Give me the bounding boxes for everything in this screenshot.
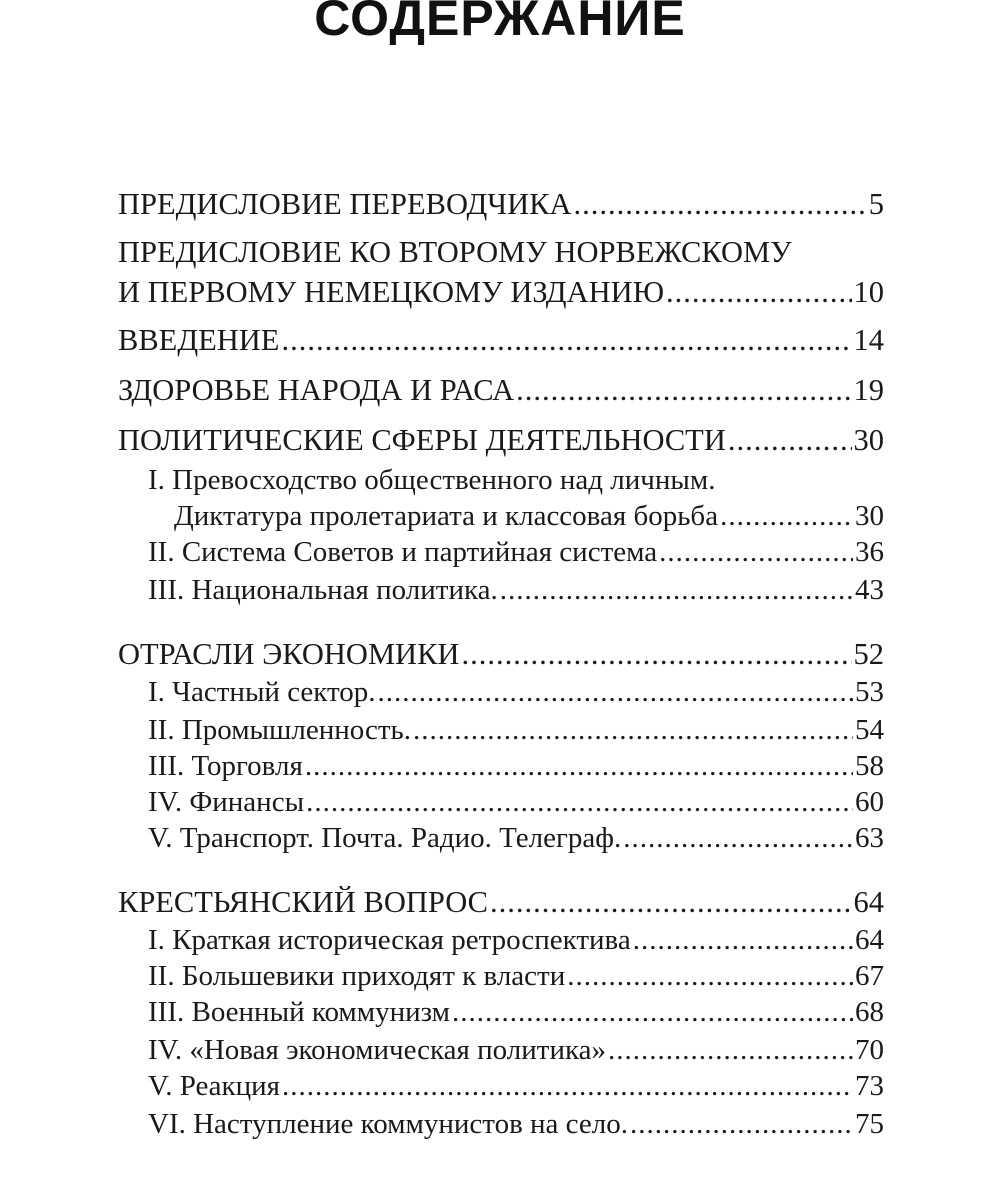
toc-entry-section-industry[interactable]: [148, 712, 884, 748]
dot-leader: [728, 422, 852, 458]
toc-entry-title: II. Большевики приходят к власти: [148, 960, 566, 992]
toc-entry-title: II. Промышленность.: [148, 714, 411, 746]
toc-entry-title: V. Реакция: [148, 1070, 281, 1102]
toc-entry-section-trade[interactable]: [148, 748, 884, 784]
toc-page-number: 5: [868, 187, 884, 221]
toc-entry-introduction[interactable]: [118, 322, 884, 358]
dot-leader: [413, 712, 853, 748]
toc-entry-section-national-policy[interactable]: [148, 572, 884, 608]
dot-leader: [633, 922, 853, 958]
toc-page-number: 30: [855, 500, 884, 532]
toc-entry-title: III. Торговля: [148, 750, 303, 782]
toc-page-number: 73: [855, 1070, 884, 1102]
toc-entry-title: ВВЕДЕНИЕ: [118, 323, 280, 357]
toc-entry-title-line2: И ПЕРВОМУ НЕМЕЦКОМУ ИЗДАНИЮ: [118, 275, 665, 309]
dot-leader: [574, 186, 867, 222]
toc-entry-title: III. Национальная политика.: [148, 574, 498, 606]
toc-entry-section-historical-retrospective[interactable]: [148, 922, 884, 958]
toc-entry-section-transport[interactable]: [148, 820, 884, 856]
toc-page-number: 52: [853, 637, 884, 671]
toc-entry-section-finance[interactable]: [148, 784, 884, 820]
toc-entry-title: V. Транспорт. Почта. Радио. Телеграф.: [148, 822, 622, 854]
toc-entry-section-offensive-village[interactable]: [148, 1106, 884, 1142]
toc-entry-title: I. Краткая историческая ретроспектива: [148, 924, 631, 956]
toc-entry-title: I. Частный сектор.: [148, 676, 376, 708]
toc-entry-title: II. Система Советов и партийная система: [148, 536, 658, 568]
toc-entry-economy[interactable]: [118, 636, 884, 672]
toc-entry-political-spheres[interactable]: [118, 422, 884, 458]
toc-entry-title: III. Военный коммунизм: [148, 996, 451, 1028]
dot-leader: [305, 748, 853, 784]
toc-page-number: 58: [855, 750, 884, 782]
dot-leader: [282, 1068, 853, 1104]
dot-leader: [623, 820, 853, 856]
toc-entry-section-nep[interactable]: [148, 1032, 884, 1068]
dot-leader: [720, 498, 853, 534]
toc-entry-title: ЗДОРОВЬЕ НАРОДА И РАСА: [118, 373, 515, 407]
toc-entry-section-reaction[interactable]: [148, 1068, 884, 1104]
dot-leader: [281, 322, 851, 358]
toc-entry-translator-preface[interactable]: [118, 186, 884, 222]
dot-leader: [608, 1032, 853, 1068]
toc-page-number: 36: [855, 536, 884, 568]
dot-leader: [630, 1106, 853, 1142]
dot-leader: [378, 674, 853, 710]
toc-entry-title-line1: ПРЕДИСЛОВИЕ КО ВТОРОМУ НОРВЕЖСКОМУ: [118, 235, 792, 269]
toc-page-number: 19: [853, 373, 884, 407]
toc-page-number: 67: [855, 960, 884, 992]
toc-page-number: 68: [855, 996, 884, 1028]
dot-leader: [659, 534, 853, 570]
toc-page-number: 14: [853, 323, 884, 357]
dot-leader: [490, 884, 851, 920]
dot-leader: [500, 572, 853, 608]
toc-entry-section-soviets[interactable]: [148, 534, 884, 570]
dot-leader: [567, 958, 853, 994]
toc-entry-title: ПОЛИТИЧЕСКИЕ СФЕРЫ ДЕЯТЕЛЬНОСТИ: [118, 423, 726, 457]
toc-page-number: 53: [855, 676, 884, 708]
toc-entry-peasant-question[interactable]: [118, 884, 884, 920]
toc-page-number: 54: [855, 714, 884, 746]
toc-entry-title: ОТРАСЛИ ЭКОНОМИКИ: [118, 637, 460, 671]
toc-page-number: 10: [853, 275, 884, 309]
toc-page-number: 70: [855, 1034, 884, 1066]
dot-leader: [516, 372, 851, 408]
toc-entry-title-line1: I. Превосходство общественного над личным.: [148, 464, 716, 496]
toc-entry-section-dictatorship[interactable]: [174, 498, 884, 534]
toc-entry-edition-preface[interactable]: [118, 234, 884, 310]
toc-entry-title: ПРЕДИСЛОВИЕ ПЕРЕВОДЧИКА: [118, 187, 572, 221]
dot-leader: [461, 636, 851, 672]
toc-entry-title: VI. Наступление коммунистов на село.: [148, 1108, 628, 1140]
page-title: СОДЕРЖАНИЕ: [314, 0, 686, 46]
toc-page-number: 75: [855, 1108, 884, 1140]
toc-entry-title: IV. Финансы: [148, 786, 305, 818]
toc-entry-section-bolsheviks[interactable]: [148, 958, 884, 994]
toc-page-number: 43: [855, 574, 884, 606]
toc-entry-title: IV. «Новая экономическая политика»: [148, 1034, 606, 1066]
dot-leader: [452, 994, 853, 1030]
toc-entry-section-war-communism[interactable]: [148, 994, 884, 1030]
dot-leader: [666, 274, 851, 310]
dot-leader: [306, 784, 853, 820]
toc-entry-section-public-over-private[interactable]: [148, 462, 884, 498]
toc-page-number: 63: [855, 822, 884, 854]
toc-entry-health-race[interactable]: [118, 372, 884, 408]
toc-entry-title-line2: Диктатура пролетариата и классовая борьба: [174, 500, 719, 532]
toc-page-number: 60: [855, 786, 884, 818]
toc-entry-section-private-sector[interactable]: [148, 674, 884, 710]
toc-entry-title: КРЕСТЬЯНСКИЙ ВОПРОС: [118, 885, 489, 919]
toc-page-number: 64: [855, 924, 884, 956]
toc-page-number: 30: [853, 423, 884, 457]
toc-page-number: 64: [853, 885, 884, 919]
